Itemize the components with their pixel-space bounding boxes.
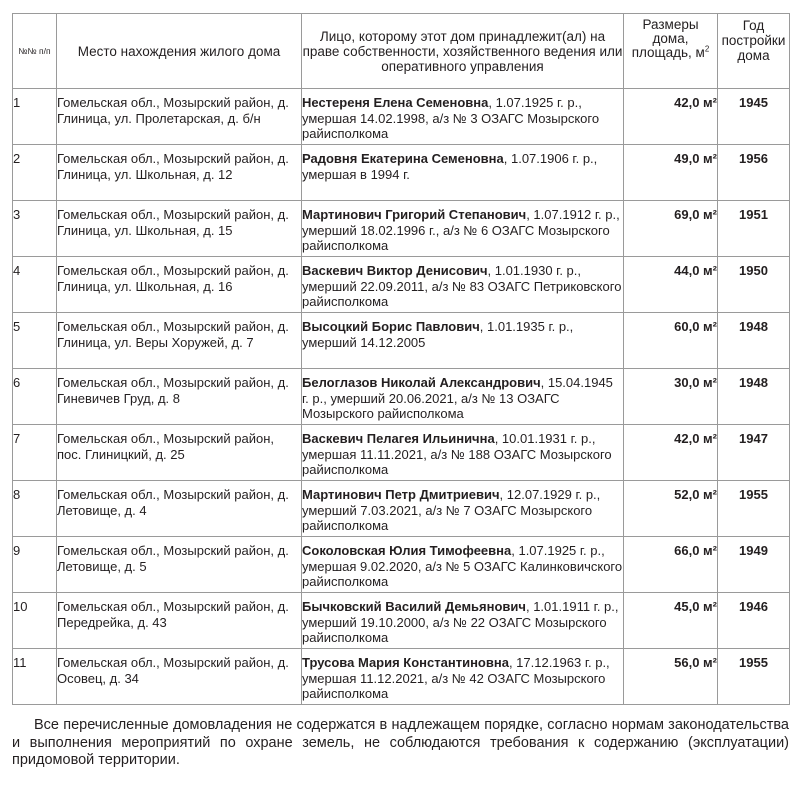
row-year: 1955 (718, 481, 790, 537)
header-size-label: Размеры дома, площадь, м (631, 17, 705, 60)
owner-details: , 1.07.1912 г. р., умерший 18.02.1996 г., а/з № 6 ОЗАГС Мозырского райисполкома (302, 207, 620, 253)
footnote-paragraph: Все перечисленные домовладения не содержатся в надлежащем порядке, согласно нормам законодательства и выполнения мероприятий по охране земель, не соблюдаются требования к содержанию (эксплуатации) придомовой территории. (12, 717, 789, 768)
row-size: 66,0 м² (624, 537, 718, 593)
owner-details: , 12.07.1929 г. р., умерший 7.03.2021, а/з № 7 ОЗАГС Мозырского райисполкома (302, 487, 601, 533)
row-size: 52,0 м² (624, 481, 718, 537)
row-size: 69,0 м² (624, 201, 718, 257)
row-size: 44,0 м² (624, 257, 718, 313)
table-row (13, 201, 790, 257)
row-number: 3 (13, 201, 57, 257)
row-year: 1956 (718, 145, 790, 201)
row-year: 1946 (718, 593, 790, 649)
row-address: Гомельская обл., Мозырский район, д. Осовец, д. 34 (57, 649, 302, 705)
owner-name: Васкевич Виктор Денисович (302, 263, 488, 278)
row-owner (302, 481, 624, 537)
owner-details: , 10.01.1931 г. р., умершая 11.11.2021, а/з № 188 ОЗАГС Мозырского райисполкома (302, 431, 612, 477)
row-address: Гомельская обл., Мозырский район, д. Глиница, ул. Школьная, д. 15 (57, 201, 302, 257)
row-address: Гомельская обл., Мозырский район, д. Передрейка, д. 43 (57, 593, 302, 649)
row-year: 1949 (718, 537, 790, 593)
row-size: 30,0 м² (624, 369, 718, 425)
row-address: Гомельская обл., Мозырский район, д. Глиница, ул. Веры Хоружей, д. 7 (57, 313, 302, 369)
row-owner (302, 649, 624, 705)
owner-name: Соколовская Юлия Тимофеевна (302, 543, 512, 558)
owner-name: Трусова Мария Константиновна (302, 655, 509, 670)
row-number: 10 (13, 593, 57, 649)
row-year: 1948 (718, 313, 790, 369)
owner-details: , 17.12.1963 г. р., умершая 11.12.2021, а/з № 42 ОЗАГС Мозырского райисполкома (302, 655, 610, 701)
row-owner (302, 201, 624, 257)
owner-name: Бычковский Василий Демьянович (302, 599, 526, 614)
row-address: Гомельская обл., Мозырский район, д. Глиница, ул. Школьная, д. 12 (57, 145, 302, 201)
header-year: Год постройки дома (718, 14, 790, 89)
owner-details: , 1.01.1930 г. р., умерший 22.09.2011, а/з № 83 ОЗАГС Петриковского райисполкома (302, 263, 622, 309)
row-number: 2 (13, 145, 57, 201)
row-size: 42,0 м² (624, 89, 718, 145)
table-row (13, 257, 790, 313)
table-row (13, 369, 790, 425)
table-row (13, 145, 790, 201)
owner-name: Радовня Екатерина Семеновна (302, 151, 504, 166)
row-owner (302, 145, 624, 201)
header-address: Место нахождения жилого дома (57, 14, 302, 89)
row-owner (302, 425, 624, 481)
header-size-unit-exponent: 2 (704, 44, 710, 54)
owner-name: Мартинович Петр Дмитриевич (302, 487, 500, 502)
table-row (13, 481, 790, 537)
row-owner (302, 369, 624, 425)
row-owner (302, 593, 624, 649)
row-number: 1 (13, 89, 57, 145)
row-address: Гомельская обл., Мозырский район, д. Летовище, д. 4 (57, 481, 302, 537)
owner-name: Нестереня Елена Семеновна (302, 95, 489, 110)
row-year: 1950 (718, 257, 790, 313)
row-number: 7 (13, 425, 57, 481)
row-address: Гомельская обл., Мозырский район, д. Гиневичев Груд, д. 8 (57, 369, 302, 425)
header-owner: Лицо, которому этот дом принадлежит(ал) на праве собственности, хозяйственного ведения или оперативного управления (302, 14, 624, 89)
row-year: 1955 (718, 649, 790, 705)
row-number: 5 (13, 313, 57, 369)
table-header-row (13, 14, 790, 89)
row-number: 4 (13, 257, 57, 313)
table-row (13, 593, 790, 649)
houses-table (12, 13, 790, 705)
row-year: 1947 (718, 425, 790, 481)
table-row (13, 649, 790, 705)
row-number: 9 (13, 537, 57, 593)
row-number: 6 (13, 369, 57, 425)
owner-details: , 1.07.1906 г. р., умершая в 1994 г. (302, 151, 598, 182)
owner-name: Высоцкий Борис Павлович (302, 319, 480, 334)
row-year: 1951 (718, 201, 790, 257)
owner-name: Белоглазов Николай Александрович (302, 375, 541, 390)
row-year: 1945 (718, 89, 790, 145)
owner-details: , 15.04.1945 г. р., умерший 20.06.2021, а/з № 13 ОЗАГС Мозырского райисполкома (302, 375, 613, 421)
owner-name: Мартинович Григорий Степанович (302, 207, 527, 222)
row-size: 60,0 м² (624, 313, 718, 369)
row-owner (302, 313, 624, 369)
row-size: 56,0 м² (624, 649, 718, 705)
row-size: 49,0 м² (624, 145, 718, 201)
row-number: 8 (13, 481, 57, 537)
owner-details: , 1.01.1911 г. р., умерший 19.10.2000, а/з № 22 ОЗАГС Мозырского райисполкома (302, 599, 619, 645)
row-number: 11 (13, 649, 57, 705)
row-owner (302, 257, 624, 313)
row-address: Гомельская обл., Мозырский район, д. Летовище, д. 5 (57, 537, 302, 593)
row-address: Гомельская обл., Мозырский район, пос. Глиницкий, д. 25 (57, 425, 302, 481)
table-row (13, 313, 790, 369)
header-number: №№ п/п (13, 14, 57, 89)
row-owner (302, 89, 624, 145)
row-size: 42,0 м² (624, 425, 718, 481)
owner-details: , 1.07.1925 г. р., умершая 14.02.1998, а/з № 3 ОЗАГС Мозырского райисполкома (302, 95, 600, 141)
row-address: Гомельская обл., Мозырский район, д. Глиница, ул. Пролетарская, д. б/н (57, 89, 302, 145)
owner-details: , 1.01.1935 г. р., умерший 14.12.2005 (302, 319, 574, 350)
table-row (13, 537, 790, 593)
owner-name: Васкевич Пелагея Ильинична (302, 431, 495, 446)
row-owner (302, 537, 624, 593)
table-row (13, 89, 790, 145)
row-size: 45,0 м² (624, 593, 718, 649)
header-size (624, 14, 718, 89)
row-year: 1948 (718, 369, 790, 425)
table-row (13, 425, 790, 481)
row-address: Гомельская обл., Мозырский район, д. Глиница, ул. Школьная, д. 16 (57, 257, 302, 313)
owner-details: , 1.07.1925 г. р., умершая 9.02.2020, а/з № 5 ОЗАГС Калинковичского райисполкома (302, 543, 623, 589)
